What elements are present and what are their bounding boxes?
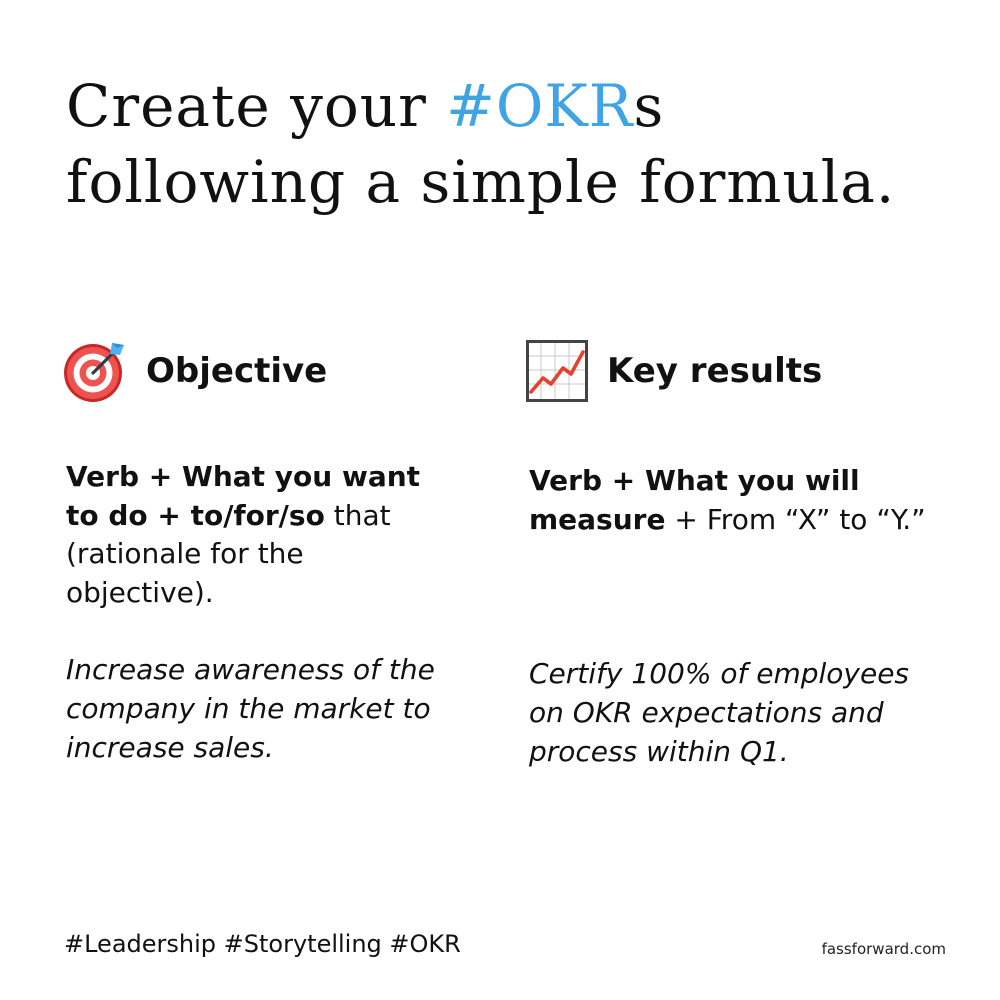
title-part-1: Create your [66, 72, 447, 140]
objective-formula [66, 458, 446, 612]
objective-formula-bold: Verb + What you want to do + to/for/so [66, 460, 421, 532]
objective-header [62, 338, 462, 404]
key-results-heading: Key results [607, 351, 823, 391]
objective-formula-rest: that (rationale for the objective). [66, 498, 391, 609]
key-results-formula [529, 462, 949, 539]
objective-column [62, 338, 462, 764]
objective-example: Increase awareness of the company in the market to increase sales. [66, 653, 435, 764]
objective-heading: Objective [146, 351, 328, 391]
key-results-example: Certify 100% of employees on OKR expectations and process within Q1. [529, 657, 910, 768]
key-results-formula-bold: Verb + What you will measure [529, 464, 860, 536]
target-icon [62, 339, 126, 403]
hashtags: #Leadership #Storytelling #OKR [64, 930, 461, 958]
chart-increasing-icon [526, 340, 588, 402]
title-part-2: s following a simple formula. [66, 72, 896, 216]
key-results-column [526, 338, 926, 768]
key-results-formula-rest: + From “X” to “Y.” [665, 502, 926, 536]
title-okr-hashtag: #OKR [446, 72, 634, 140]
website-credit: fassforward.com [821, 940, 946, 958]
page-title [66, 68, 946, 220]
key-results-header [526, 338, 926, 404]
